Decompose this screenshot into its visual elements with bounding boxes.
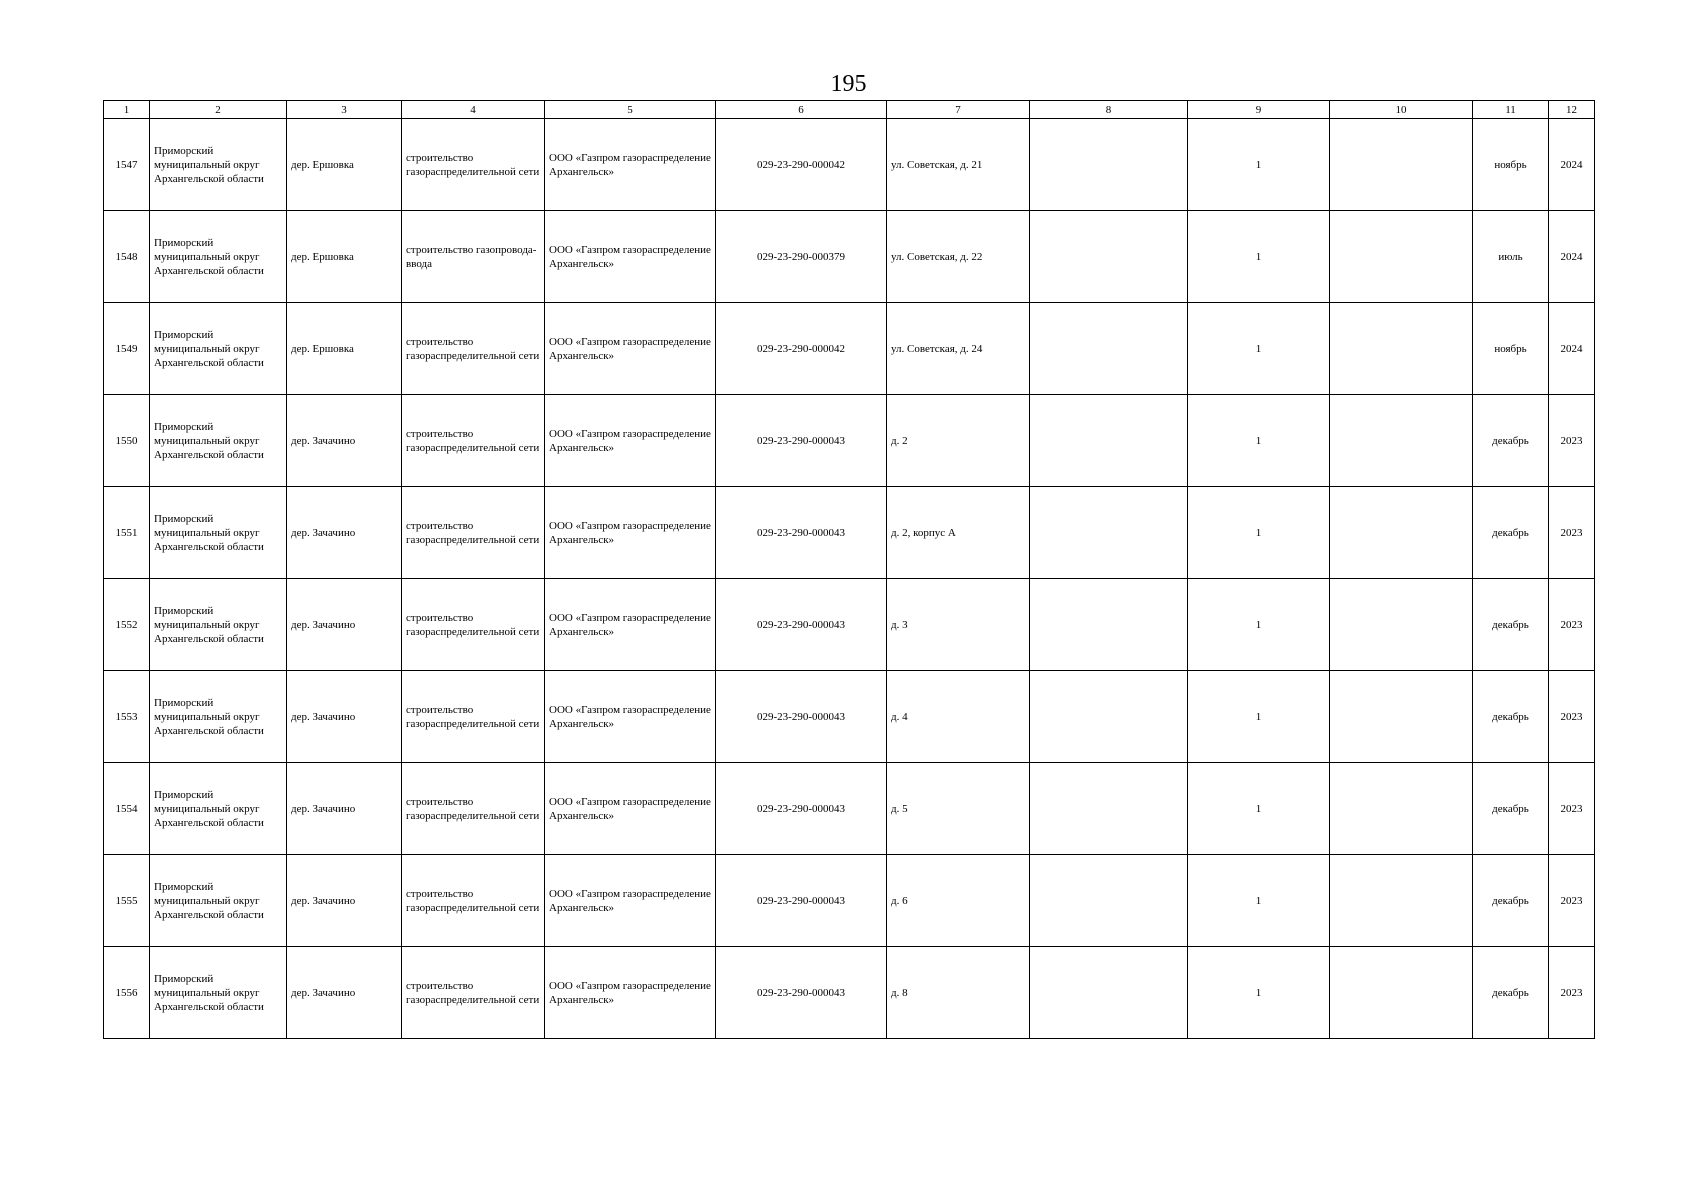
empty-cell: [1330, 671, 1473, 763]
empty-cell: [1330, 947, 1473, 1039]
table-row: [104, 671, 1595, 763]
object-code-cell: 029-23-290-000042: [716, 303, 887, 395]
district-cell: Приморский муниципальный округ Архангельской области: [150, 395, 287, 487]
quantity-cell: 1: [1188, 763, 1330, 855]
address-cell: д. 3: [887, 579, 1030, 671]
table-row: [104, 395, 1595, 487]
address-cell: ул. Советская, д. 22: [887, 211, 1030, 303]
settlement-cell: дер. Зачачино: [287, 855, 402, 947]
empty-cell: [1030, 303, 1188, 395]
work-type-cell: строительство газораспределительной сети: [402, 947, 545, 1039]
object-code-cell: 029-23-290-000379: [716, 211, 887, 303]
table-row: [104, 211, 1595, 303]
address-cell: д. 4: [887, 671, 1030, 763]
row-number: 1548: [104, 211, 150, 303]
empty-cell: [1030, 119, 1188, 211]
month-cell: ноябрь: [1473, 119, 1549, 211]
quantity-cell: 1: [1188, 303, 1330, 395]
row-number: 1554: [104, 763, 150, 855]
column-header: 10: [1330, 101, 1473, 119]
row-number: 1551: [104, 487, 150, 579]
organization-cell: ООО «Газпром газораспределение Архангельск»: [545, 579, 716, 671]
settlement-cell: дер. Зачачино: [287, 579, 402, 671]
empty-cell: [1030, 763, 1188, 855]
object-code-cell: 029-23-290-000043: [716, 579, 887, 671]
object-code-cell: 029-23-290-000043: [716, 671, 887, 763]
empty-cell: [1330, 855, 1473, 947]
quantity-cell: 1: [1188, 211, 1330, 303]
column-header: 5: [545, 101, 716, 119]
column-header: 12: [1549, 101, 1595, 119]
year-cell: 2024: [1549, 119, 1595, 211]
work-type-cell: строительство газораспределительной сети: [402, 671, 545, 763]
empty-cell: [1330, 303, 1473, 395]
organization-cell: ООО «Газпром газораспределение Архангельск»: [545, 303, 716, 395]
address-cell: д. 5: [887, 763, 1030, 855]
organization-cell: ООО «Газпром газораспределение Архангельск»: [545, 211, 716, 303]
empty-cell: [1330, 763, 1473, 855]
table-row: [104, 579, 1595, 671]
address-cell: д. 2: [887, 395, 1030, 487]
object-code-cell: 029-23-290-000043: [716, 395, 887, 487]
table-row: [104, 119, 1595, 211]
empty-cell: [1330, 579, 1473, 671]
district-cell: Приморский муниципальный округ Архангельской области: [150, 855, 287, 947]
organization-cell: ООО «Газпром газораспределение Архангельск»: [545, 763, 716, 855]
address-cell: ул. Советская, д. 21: [887, 119, 1030, 211]
organization-cell: ООО «Газпром газораспределение Архангельск»: [545, 119, 716, 211]
settlement-cell: дер. Зачачино: [287, 947, 402, 1039]
row-number: 1549: [104, 303, 150, 395]
year-cell: 2023: [1549, 855, 1595, 947]
work-type-cell: строительство газораспределительной сети: [402, 487, 545, 579]
district-cell: Приморский муниципальный округ Архангельской области: [150, 303, 287, 395]
quantity-cell: 1: [1188, 119, 1330, 211]
district-cell: Приморский муниципальный округ Архангельской области: [150, 947, 287, 1039]
year-cell: 2023: [1549, 947, 1595, 1039]
year-cell: 2023: [1549, 579, 1595, 671]
work-type-cell: строительство газораспределительной сети: [402, 579, 545, 671]
empty-cell: [1030, 947, 1188, 1039]
settlement-cell: дер. Зачачино: [287, 487, 402, 579]
object-code-cell: 029-23-290-000043: [716, 855, 887, 947]
year-cell: 2024: [1549, 211, 1595, 303]
column-header: 1: [104, 101, 150, 119]
work-type-cell: строительство газопровода-ввода: [402, 211, 545, 303]
quantity-cell: 1: [1188, 855, 1330, 947]
column-header: 11: [1473, 101, 1549, 119]
month-cell: ноябрь: [1473, 303, 1549, 395]
row-number: 1556: [104, 947, 150, 1039]
row-number: 1550: [104, 395, 150, 487]
settlement-cell: дер. Ершовка: [287, 119, 402, 211]
month-cell: декабрь: [1473, 487, 1549, 579]
quantity-cell: 1: [1188, 671, 1330, 763]
column-header: 2: [150, 101, 287, 119]
year-cell: 2023: [1549, 763, 1595, 855]
settlement-cell: дер. Ершовка: [287, 211, 402, 303]
empty-cell: [1030, 395, 1188, 487]
month-cell: декабрь: [1473, 763, 1549, 855]
work-type-cell: строительство газораспределительной сети: [402, 119, 545, 211]
organization-cell: ООО «Газпром газораспределение Архангельск»: [545, 671, 716, 763]
object-code-cell: 029-23-290-000043: [716, 763, 887, 855]
district-cell: Приморский муниципальный округ Архангельской области: [150, 119, 287, 211]
row-number: 1552: [104, 579, 150, 671]
month-cell: декабрь: [1473, 579, 1549, 671]
month-cell: декабрь: [1473, 395, 1549, 487]
work-type-cell: строительство газораспределительной сети: [402, 763, 545, 855]
quantity-cell: 1: [1188, 579, 1330, 671]
empty-cell: [1030, 855, 1188, 947]
empty-cell: [1030, 211, 1188, 303]
table-row: [104, 855, 1595, 947]
month-cell: июль: [1473, 211, 1549, 303]
page-number: 195: [830, 71, 867, 97]
quantity-cell: 1: [1188, 395, 1330, 487]
settlement-cell: дер. Зачачино: [287, 671, 402, 763]
row-number: 1555: [104, 855, 150, 947]
address-cell: ул. Советская, д. 24: [887, 303, 1030, 395]
empty-cell: [1330, 119, 1473, 211]
year-cell: 2023: [1549, 671, 1595, 763]
district-cell: Приморский муниципальный округ Архангельской области: [150, 671, 287, 763]
column-header: 4: [402, 101, 545, 119]
district-cell: Приморский муниципальный округ Архангельской области: [150, 211, 287, 303]
district-cell: Приморский муниципальный округ Архангельской области: [150, 579, 287, 671]
settlement-cell: дер. Ершовка: [287, 303, 402, 395]
row-number: 1553: [104, 671, 150, 763]
quantity-cell: 1: [1188, 947, 1330, 1039]
empty-cell: [1330, 487, 1473, 579]
month-cell: декабрь: [1473, 855, 1549, 947]
district-cell: Приморский муниципальный округ Архангельской области: [150, 763, 287, 855]
work-type-cell: строительство газораспределительной сети: [402, 303, 545, 395]
column-number-row: [104, 101, 1595, 119]
year-cell: 2023: [1549, 487, 1595, 579]
work-type-cell: строительство газораспределительной сети: [402, 855, 545, 947]
address-cell: д. 8: [887, 947, 1030, 1039]
month-cell: декабрь: [1473, 671, 1549, 763]
work-type-cell: строительство газораспределительной сети: [402, 395, 545, 487]
column-header: 3: [287, 101, 402, 119]
table-row: [104, 947, 1595, 1039]
year-cell: 2023: [1549, 395, 1595, 487]
table-row: [104, 763, 1595, 855]
object-code-cell: 029-23-290-000042: [716, 119, 887, 211]
empty-cell: [1330, 211, 1473, 303]
address-cell: д. 2, корпус А: [887, 487, 1030, 579]
quantity-cell: 1: [1188, 487, 1330, 579]
table-row: [104, 303, 1595, 395]
column-header: 8: [1030, 101, 1188, 119]
row-number: 1547: [104, 119, 150, 211]
object-code-cell: 029-23-290-000043: [716, 487, 887, 579]
column-header: 6: [716, 101, 887, 119]
column-header: 9: [1188, 101, 1330, 119]
settlement-cell: дер. Зачачино: [287, 395, 402, 487]
settlement-cell: дер. Зачачино: [287, 763, 402, 855]
organization-cell: ООО «Газпром газораспределение Архангельск»: [545, 947, 716, 1039]
year-cell: 2024: [1549, 303, 1595, 395]
month-cell: декабрь: [1473, 947, 1549, 1039]
organization-cell: ООО «Газпром газораспределение Архангельск»: [545, 855, 716, 947]
empty-cell: [1330, 395, 1473, 487]
object-code-cell: 029-23-290-000043: [716, 947, 887, 1039]
registry-table: [103, 100, 1595, 1039]
empty-cell: [1030, 671, 1188, 763]
organization-cell: ООО «Газпром газораспределение Архангельск»: [545, 395, 716, 487]
organization-cell: ООО «Газпром газораспределение Архангельск»: [545, 487, 716, 579]
district-cell: Приморский муниципальный округ Архангельской области: [150, 487, 287, 579]
column-header: 7: [887, 101, 1030, 119]
address-cell: д. 6: [887, 855, 1030, 947]
empty-cell: [1030, 579, 1188, 671]
table-row: [104, 487, 1595, 579]
empty-cell: [1030, 487, 1188, 579]
